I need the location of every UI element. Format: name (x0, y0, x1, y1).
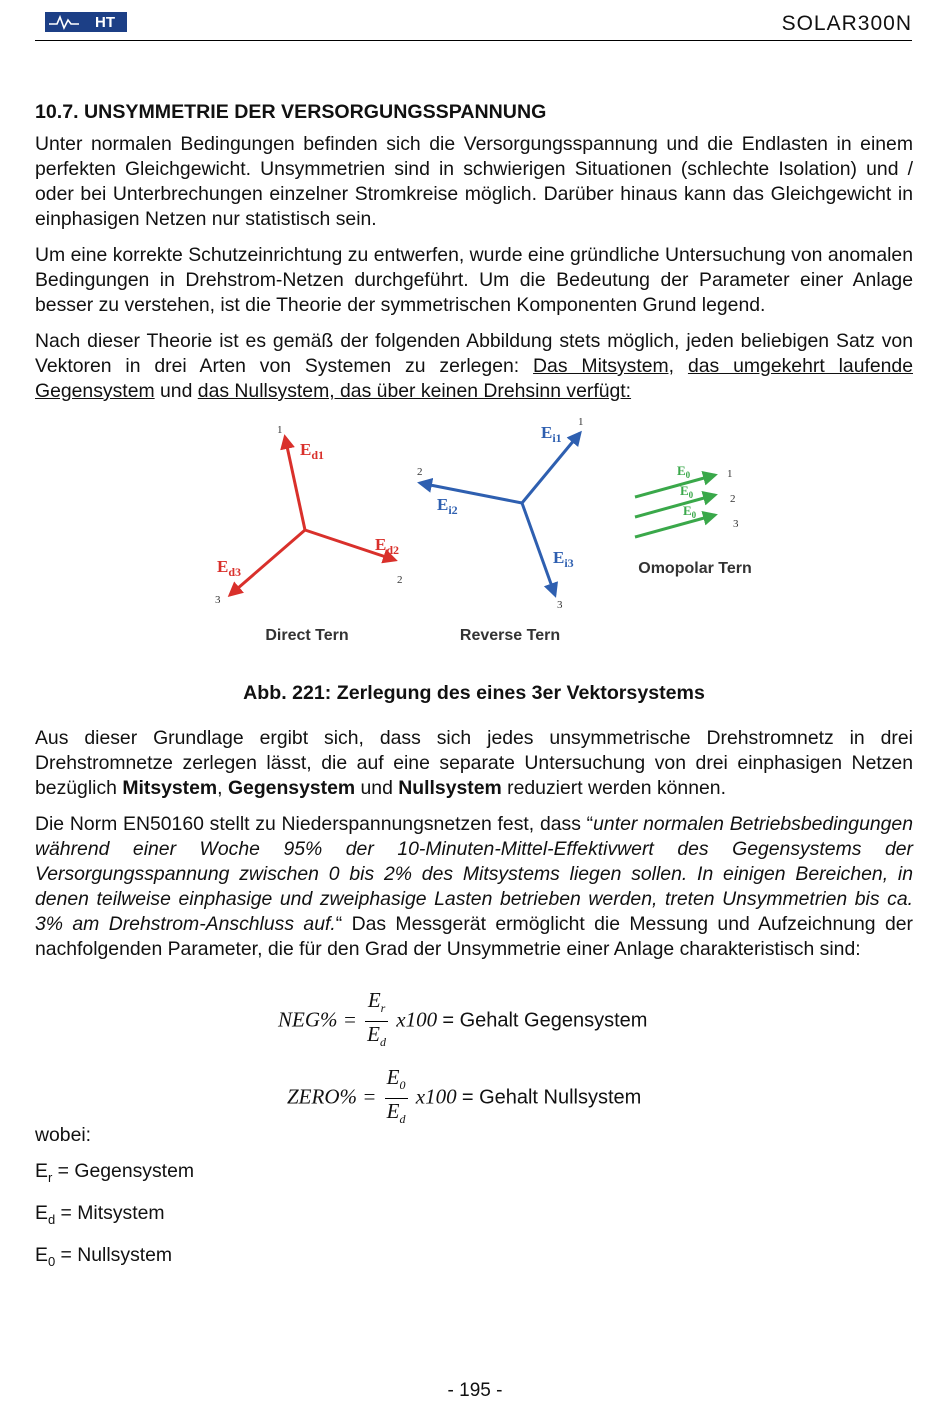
definitions-intro: wobei: (35, 1124, 92, 1146)
svg-text:Ed1: $E_{d1}$ (300, 440, 325, 462)
reverse-tern-title: Reverse Tern (459, 627, 561, 644)
svg-text:3: 3 (215, 594, 221, 606)
formula-zero (287, 1065, 641, 1132)
p4-bold-mitsystem: Mitsystem (122, 777, 218, 799)
formula-zero-desc: = Gehalt Nullsystem (461, 1086, 642, 1109)
p4-text-a: Aus dieser Grundlage ergibt sich, dass sich jedes unsymmetrische Drehstromnetz in drei Drehstromnetze zerlegen lässt, die auf eine separate Untersuchung von drei einphasigen Netzen bezüglich (35, 727, 913, 799)
vector-e0-1 (635, 475, 715, 497)
formula-neg-desc: = Gehalt Gegensystem (442, 1009, 648, 1032)
svg-text:1: 1 (277, 424, 283, 436)
definition-e0: $E_0$ = Nullsystem (35, 1243, 173, 1269)
formula-neg-fraction: $\frac{E_r}{E_d}$ (367, 988, 386, 1050)
svg-text:Ed3: $E_{d3}$ (217, 557, 242, 579)
p3-underline-mitsystem: Das Mitsystem, (533, 355, 675, 377)
definition-ed: $E_d$ = Mitsystem (35, 1201, 165, 1227)
p3-text-b (674, 355, 688, 377)
vector-e0-2 (635, 495, 715, 517)
paragraph-1: Unter normalen Bedingungen befinden sich die Versorgungsspannung und die Endlasten in einem perfekten Gleichgewicht. Unsymmetrien sind in schwierigen Situationen (schlechte Isolation) und / oder bei Unterbrechungen einzelner Stromkreise möglich. Darüber hinaus kann das Gleichgewicht in einphasigen Netzen nur statistisch sein. (35, 133, 913, 230)
p5-quote: unter normalen Betriebsbedingungen während einer Woche 95% der 10-Minuten-Mittel-Effektivwert des Gegensystems der Versorgungsspannung zwischen 0 bis 2% des Mitsystems liegen sollen. In einigen Bereichen, in denen teilweise einphasige und zweiphasige Lasten betrieben werden, treten Unsymmetrien bis ca. 3% am Drehstrom-Anschluss auf. (35, 813, 913, 935)
omopolar-tern-title: Omopolar Tern (638, 560, 752, 577)
formula-zero-mult: x100 (415, 1084, 457, 1109)
formula-zero-fraction: $\frac{E_0}{E_d}$ (386, 1065, 406, 1127)
direct-tern-title: Direct Tern (265, 627, 349, 644)
p5-text-b: “ Das Messgerät ermöglicht die Messung und Aufzeichnung der nachfolgenden Parameter, die für den Grad der Unsymmetrie einer Anlage charakteristisch sind: (35, 913, 913, 960)
definition-er: $E_r$ = Gegensystem (35, 1160, 195, 1185)
formula-neg (278, 988, 647, 1055)
vector-ei2 (420, 483, 522, 503)
page-header (35, 8, 912, 41)
logo-text: HT (95, 14, 115, 31)
product-name: SOLAR300N (781, 12, 912, 35)
page-content (35, 100, 913, 1285)
ht-logo (45, 12, 127, 32)
reverse-tern (417, 416, 584, 644)
p4-bold-gegensystem: Gegensystem (227, 777, 356, 799)
paragraph-4 (35, 726, 913, 801)
svg-text:2: 2 (417, 466, 423, 478)
formula-neg-mult: x100 (396, 1007, 438, 1032)
svg-text:E0: $E_0$ (683, 503, 697, 520)
vector-figure (35, 415, 913, 675)
omopolar-tern (635, 463, 752, 577)
paragraph-3 (35, 329, 913, 404)
svg-text:2: 2 (730, 493, 736, 505)
p4-sep-2: und (355, 777, 399, 799)
svg-text:E0: $E_0$ (680, 483, 694, 500)
formula-block (35, 973, 913, 1127)
svg-text:3: 3 (733, 518, 739, 530)
vector-ed3 (230, 530, 305, 595)
svg-text:Ei2: $E_{i2}$ (437, 495, 458, 517)
direct-tern (215, 424, 403, 644)
p5-text-a: Die Norm EN50160 stellt zu Niederspannungsnetzen fest, dass “ (35, 813, 594, 835)
svg-text:E0: $E_0$ (677, 463, 691, 480)
p4-bold-nullsystem: Nullsystem (398, 777, 502, 799)
formula-neg-lhs: NEG% = (278, 1007, 357, 1032)
paragraph-5 (35, 812, 913, 962)
figure-caption: Abb. 221: Zerlegung des eines 3er Vektorsystems (243, 682, 705, 704)
paragraph-2: Um eine korrekte Schutzeinrichtung zu entwerfen, wurde eine gründliche Untersuchung von anomalen Bedingungen in Drehstrom-Netzen durchgeführt. Um die Bedeutung der Parameter einer Anlage besser zu verstehen, ist die Theorie der symmetrischen Komponenten Grund legend. (35, 244, 913, 316)
svg-text:3: 3 (557, 599, 563, 611)
p4-text-c: reduziert werden können. (501, 777, 726, 799)
p3-text-c: und (154, 380, 198, 402)
vector-ei1 (522, 433, 580, 503)
svg-text:1: 1 (578, 416, 584, 428)
vector-e0-3 (635, 515, 715, 537)
formula-zero-lhs: ZERO% = (287, 1084, 377, 1109)
page-number: - 195 - (447, 1380, 503, 1401)
vector-diagram (35, 415, 913, 675)
svg-text:1: 1 (727, 468, 733, 480)
svg-text:Ei3: $E_{i3}$ (553, 548, 574, 570)
p3-underline-nullsystem: das Nullsystem, das über keinen Drehsinn verfügt: (197, 380, 632, 402)
svg-text:2: 2 (397, 574, 403, 586)
svg-text:Ed2: $E_{d2}$ (375, 535, 400, 557)
p3-text-a: Nach dieser Theorie ist es gemäß der folgenden Abbildung stets möglich, jeden beliebigen Satz von Vektoren in drei Arten von Systemen zu zerlegen: (35, 330, 913, 377)
p4-sep-1: , (217, 777, 228, 799)
section-title: 10.7. UNSYMMETRIE DER VERSORGUNGSSPANNUNG (35, 101, 547, 123)
p3-underline-gegensystem: das umgekehrt laufende Gegensystem (35, 355, 913, 402)
vector-ei3 (522, 503, 555, 595)
svg-text:Ei1: $E_{i1}$ (541, 423, 562, 445)
